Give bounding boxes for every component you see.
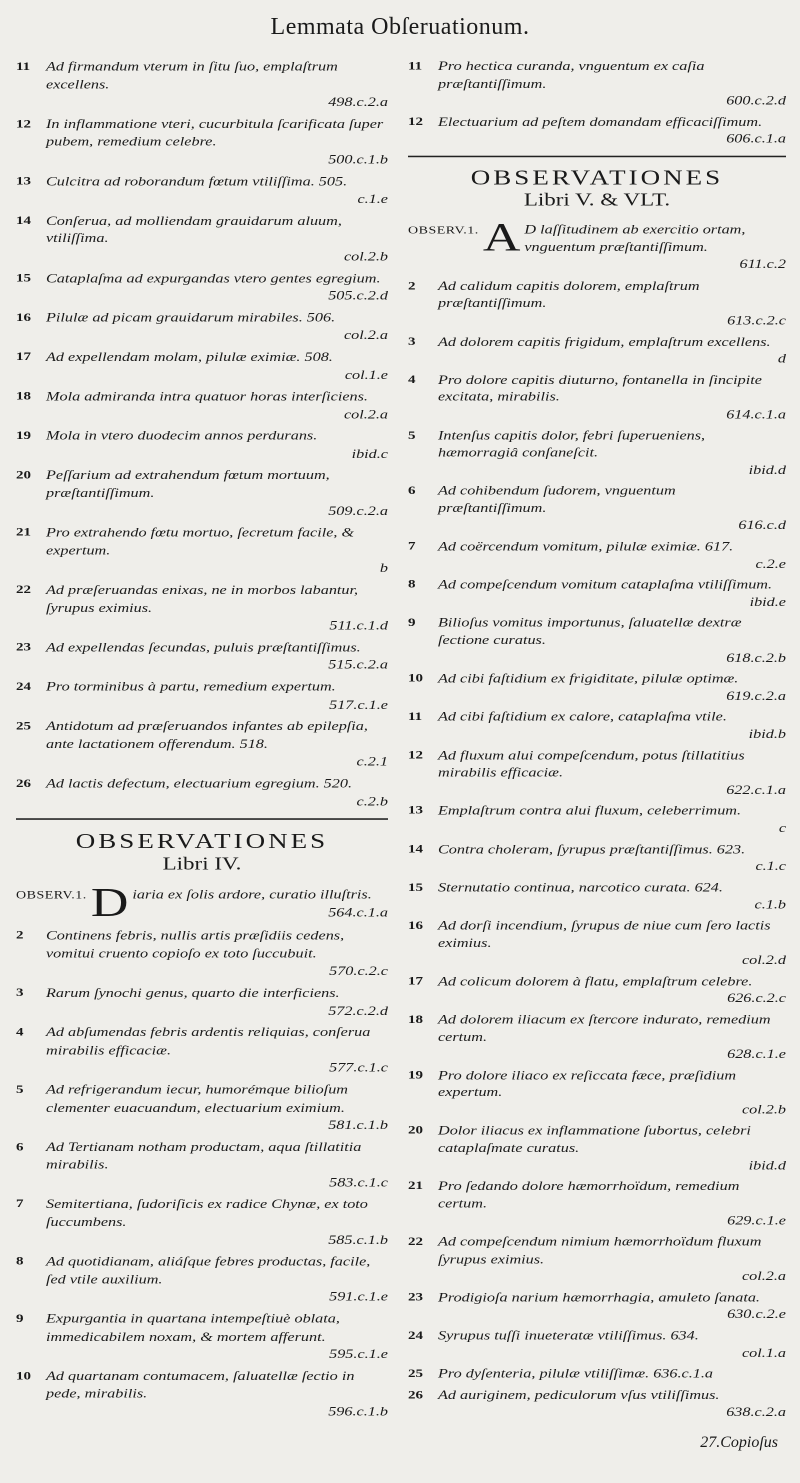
- entry-number: 19: [16, 429, 31, 443]
- entry-text: Dolor iliacus ex inflammatione ſubortus, celebri cataplaſmate curatus.: [438, 1123, 751, 1155]
- section-subtitle-book-4: Libri IV.: [162, 853, 242, 874]
- left-entries-list: [16, 58, 388, 810]
- index-entry: [408, 278, 786, 330]
- entry-reference: col.2.a: [741, 1269, 786, 1284]
- entry-reference: 622.c.1.a: [726, 782, 786, 797]
- section-title-book-4: OBSERVATIONES: [75, 829, 329, 853]
- entry-reference: c: [778, 821, 786, 836]
- entry-text: Peſſarium ad extrahendum fœtum mortuum, præſtantiſſimum.: [46, 468, 330, 501]
- entry-number: 3: [16, 986, 24, 1000]
- entry-number: 22: [408, 1235, 423, 1249]
- entry-reference: c.1.c: [755, 859, 786, 874]
- entry-text: Ad compeſcendum nimium hæmorrhoïdum fluxum ſyrupus eximius.: [438, 1235, 762, 1267]
- entry-reference: 619.c.2.a: [726, 689, 786, 703]
- entry-number: 19: [408, 1069, 423, 1082]
- entry-number: 24: [16, 680, 31, 694]
- entry-text: Ad lactis defectum, electuarium egregium. 520.: [46, 776, 352, 791]
- entry-number: 9: [16, 1312, 24, 1326]
- index-entry: [16, 718, 388, 771]
- index-entry: [408, 427, 786, 479]
- entry-number: 3: [408, 335, 416, 348]
- index-entry: [16, 309, 388, 345]
- index-entry: [408, 372, 786, 424]
- entry-reference: 577.c.1.c: [329, 1060, 388, 1076]
- entry-reference: 596.c.1.b: [328, 1404, 388, 1419]
- entry-text: Bilioſus vomitus importunus, ſaluatellæ dextræ ſectione curatus.: [438, 616, 742, 648]
- entry-number: 7: [16, 1197, 24, 1211]
- index-entry: [16, 1367, 388, 1420]
- first-observation-book-4: [16, 880, 388, 926]
- index-entry: [408, 973, 786, 1007]
- index-entry: [408, 576, 786, 610]
- entry-number: 21: [408, 1180, 423, 1193]
- entry-reference: ibid.d: [748, 1158, 786, 1173]
- entry-number: 23: [408, 1291, 423, 1304]
- index-entry: [16, 1310, 388, 1363]
- index-entry: [16, 348, 388, 384]
- right-section-entries-list: [408, 278, 786, 1422]
- observation-text: D laſſitudinem ab exercitio ortam, vnguentum præſtantiſſimum.: [524, 222, 746, 254]
- index-entry: [16, 639, 388, 675]
- entry-text: Prodigioſa narium hæmorrhagia, amuleto ſanata.: [438, 1290, 760, 1305]
- entry-text: Ad dorſi incendium, ſyrupus de niue cum ſero lactis eximius.: [438, 918, 771, 950]
- entry-number: 20: [408, 1124, 423, 1137]
- entry-reference: 626.c.2.c: [727, 991, 786, 1006]
- index-entry: [408, 483, 786, 535]
- entry-text: Ad firmandum vterum in ſitu ſuo, emplaſtrum excellens.: [46, 59, 338, 92]
- entry-number: 2: [16, 929, 24, 942]
- entry-number: 24: [408, 1329, 423, 1342]
- entry-reference: 517.c.1.e: [329, 697, 388, 712]
- entry-reference: 583.c.1.c: [329, 1175, 388, 1190]
- entry-number: 10: [16, 1369, 31, 1383]
- entry-text: Ad dolorem capitis frigidum, emplaſtrum excellens.: [438, 334, 771, 349]
- entry-text: Expurgantia in quartana intempeſtiuè oblata, immedicabilem noxam, & mortem afferunt.: [46, 1311, 340, 1344]
- entry-reference: 591.c.1.e: [329, 1289, 388, 1305]
- entry-number: 21: [16, 526, 31, 540]
- entry-reference: 509.c.2.a: [328, 503, 388, 519]
- entry-text: Ad cohibendum ſudorem, vnguentum præſtantiſſimum.: [438, 484, 676, 516]
- section-subtitle-book-5: Libri V. & VLT.: [523, 190, 671, 210]
- entry-number: 17: [16, 350, 31, 364]
- entry-text: Pro torminibus à partu, remedium expertum.: [46, 679, 336, 694]
- entry-text: Continens febris, nullis artis præſidiis cedens, vomitui cruento copioſo ex toto ſuccubuit.: [46, 928, 345, 961]
- index-entry: [16, 775, 388, 811]
- index-entry: [16, 1138, 388, 1191]
- entry-number: 5: [408, 429, 416, 442]
- entry-number: 5: [16, 1083, 24, 1096]
- index-entry: [16, 1024, 388, 1077]
- index-entry: [408, 1178, 786, 1230]
- entry-number: 14: [16, 214, 31, 228]
- index-entry: [408, 1366, 786, 1383]
- index-entry: [408, 670, 786, 704]
- entry-reference: 570.c.2.c: [329, 964, 388, 979]
- entry-reference: 638.c.2.a: [726, 1405, 786, 1420]
- entry-reference: 585.c.1.b: [328, 1232, 388, 1247]
- entry-text: Mola admiranda intra quatuor horas interſiciens.: [46, 389, 368, 404]
- entry-reference: 618.c.2.b: [726, 650, 786, 665]
- entry-number: 16: [408, 919, 423, 932]
- entry-text: Pro dolore capitis diuturno, fontanella in ſincipite excitata, mirabilis.: [438, 373, 762, 405]
- entry-text: Ad quotidianam, aliáſque febres productas, facile, ſed vtile auxilium.: [46, 1254, 371, 1287]
- entry-reference: col.2.a: [343, 328, 388, 343]
- index-entry: [408, 1289, 786, 1323]
- index-entry: [408, 114, 786, 148]
- drop-cap: A: [482, 215, 521, 260]
- entry-text: Cataplaſma ad expurgandas vtero gentes egregium.: [46, 270, 381, 286]
- entry-number: 15: [408, 881, 423, 894]
- entry-reference: ibid.b: [748, 727, 786, 742]
- entry-text: Ad cibi faſtidium ex calore, cataplaſma vtile.: [438, 710, 727, 724]
- section-title-book-5: OBSERVATIONES: [470, 166, 724, 190]
- entry-reference: c.2.e: [755, 556, 786, 571]
- entry-number: 2: [408, 279, 416, 293]
- entry-text: Ad coërcendum vomitum, pilulæ eximiæ. 617.: [438, 539, 734, 554]
- entry-reference: col.2.b: [343, 249, 388, 264]
- index-entry: [408, 747, 786, 799]
- first-observation-book-5: [408, 215, 786, 273]
- entry-text: Ad cibi faſtidium ex frigiditate, pilulæ optimæ.: [438, 671, 739, 686]
- index-entry: [16, 1081, 388, 1134]
- entry-text: Emplaſtrum contra alui fluxum, celeberrimum.: [438, 804, 742, 818]
- index-entry: [16, 467, 388, 520]
- index-entry: [408, 1387, 786, 1421]
- entry-number: 23: [16, 641, 31, 654]
- index-entry: [408, 879, 786, 913]
- entry-text: Ad præſeruandas enixas, ne in morbos labantur, ſyrupus eximius.: [46, 582, 359, 615]
- entry-text: Ad refrigerandum iecur, humorémque bilioſum clementer euacuandum, electuarium eximium.: [46, 1082, 348, 1115]
- index-entry: [408, 1327, 786, 1361]
- entry-number: 12: [408, 749, 423, 762]
- entry-text: Ad expellendam molam, pilulæ eximiæ. 508.: [46, 349, 333, 365]
- entry-number: 11: [408, 710, 423, 724]
- entry-number: 25: [16, 720, 31, 733]
- index-entry: [16, 115, 388, 168]
- entry-number: 12: [408, 115, 423, 129]
- section-divider: [16, 818, 388, 820]
- entry-text: Pro dolore iliaco ex reſiccata fæce, præſidium expertum.: [438, 1068, 737, 1100]
- entry-number: 26: [16, 777, 31, 790]
- entry-reference: 572.c.2.d: [328, 1003, 388, 1018]
- entry-number: 26: [408, 1389, 423, 1402]
- entry-text: Syrupus tuſſi inueteratæ vtiliſſimus. 634.: [438, 1328, 699, 1343]
- entry-number: 16: [16, 311, 31, 324]
- entry-reference: 498.c.2.a: [328, 95, 388, 110]
- entry-reference: 616.c.d: [738, 518, 786, 533]
- entry-reference: col.2.a: [343, 407, 388, 422]
- entry-reference: ibid.c: [351, 446, 388, 461]
- right-column: [408, 58, 786, 1425]
- entry-number: 8: [408, 578, 416, 591]
- index-entry: [408, 1011, 786, 1063]
- index-entry: [408, 709, 786, 743]
- entry-number: 4: [16, 1026, 24, 1039]
- index-entry: [16, 58, 388, 111]
- index-entry: [16, 427, 388, 463]
- index-entry: [16, 1196, 388, 1249]
- entry-number: 22: [16, 583, 31, 597]
- entry-reference: 614.c.1.a: [726, 407, 786, 422]
- entry-reference: 511.c.1.d: [329, 618, 388, 633]
- index-entry: [16, 927, 388, 980]
- drop-cap: D: [90, 880, 129, 926]
- entry-number: 8: [16, 1255, 24, 1268]
- entry-text: Pro extrahendo fœtu mortuo, ſecretum facile, & expertum.: [46, 525, 355, 558]
- entry-text: Ad Tertianam notham productam, aqua ſtillatitia mirabilis.: [46, 1139, 362, 1172]
- entry-reference: 500.c.1.b: [328, 152, 388, 167]
- entry-reference: c.1.e: [357, 191, 388, 207]
- index-entry: [408, 615, 786, 667]
- entry-number: 7: [408, 540, 416, 553]
- entry-text: Contra choleram, ſyrupus præſtantiſſimus. 623.: [438, 842, 746, 857]
- entry-number: 15: [16, 271, 31, 285]
- entry-text: Ad fluxum alui compeſcendum, potus ſtillatitius mirabilis efficaciæ.: [438, 748, 745, 780]
- entry-reference: b: [379, 561, 388, 576]
- entry-reference: ibid.d: [748, 463, 786, 477]
- entry-text: Semitertiana, ſudoriſicis ex radice Chynæ, ex toto ſuccumbens.: [46, 1197, 368, 1230]
- entry-reference: col.1.e: [344, 367, 388, 382]
- entry-number: 20: [16, 469, 31, 482]
- entry-text: Pro ſedando dolore hæmorrhoïdum, remedium certum.: [438, 1179, 740, 1211]
- entry-text: Ad compeſcendum vomitum cataplaſma vtiliſſimum.: [438, 577, 773, 592]
- index-entry: [16, 524, 388, 577]
- entry-text: Ad expellendas ſecundas, puluis præſtantiſſimus.: [46, 640, 361, 655]
- entry-number: 13: [16, 174, 31, 188]
- entry-reference: 505.c.2.d: [328, 288, 388, 303]
- entry-reference: 613.c.2.c: [727, 313, 786, 328]
- entry-text: Pro hectica curanda, vnguentum ex caſia præſtantiſſimum.: [438, 59, 705, 91]
- observation-label: OBSERV.1.: [16, 889, 87, 902]
- observation-text: iaria ex ſolis ardore, curatio illuſtris.: [132, 887, 372, 902]
- entry-text: Pro dyſenteria, pilulæ vtiliſſimæ. 636.c.1.a: [438, 1367, 714, 1381]
- entry-reference: 515.c.2.a: [328, 658, 388, 673]
- entry-reference: 600.c.2.d: [726, 94, 786, 108]
- entry-text: Ad auriginem, pediculorum vſus vtiliſſimus.: [438, 1388, 720, 1403]
- entry-number: 17: [408, 975, 423, 988]
- observation-ref: 564.c.1.a: [328, 905, 388, 920]
- index-entry: [408, 1122, 786, 1174]
- right-entries-list: [408, 58, 786, 148]
- index-entry: [408, 58, 786, 110]
- entry-text: Ad abſumendas febris ardentis reliquias, conſerua mirabilis efficaciæ.: [46, 1025, 371, 1058]
- entry-number: 13: [408, 804, 423, 818]
- index-entry: [16, 678, 388, 714]
- index-entry: [408, 803, 786, 837]
- entry-reference: col.2.b: [741, 1102, 786, 1117]
- entry-number: 14: [408, 843, 423, 856]
- entry-number: 6: [16, 1140, 24, 1154]
- index-entry: [408, 1234, 786, 1286]
- entry-reference: 629.c.1.e: [727, 1213, 786, 1228]
- entry-reference: 595.c.1.e: [329, 1347, 388, 1362]
- entry-reference: d: [777, 351, 786, 366]
- entry-text: Pilulæ ad picam grauidarum mirabiles. 506.: [46, 310, 336, 325]
- entry-text: Antidotum ad præſeruandos infantes ab epilepſia, ante lactationem offerendum. 518.: [46, 719, 368, 752]
- page-header: Lemmata Obſeruationum.: [270, 14, 530, 40]
- entry-number: 25: [408, 1367, 423, 1381]
- entry-number: 12: [16, 117, 31, 131]
- entry-reference: c.1.b: [754, 897, 786, 912]
- entry-reference: c.2.1: [356, 754, 388, 769]
- entry-number: 10: [408, 672, 423, 685]
- entry-text: Rarum ſynochi genus, quarto die interficiens.: [46, 985, 340, 1000]
- section-divider: [408, 156, 786, 158]
- entry-text: Ad dolorem iliacum ex ſtercore indurato, remedium certum.: [438, 1012, 771, 1044]
- entry-reference: ibid.e: [749, 595, 786, 609]
- catchword: 27.Copioſus: [700, 1434, 778, 1451]
- index-entry: [16, 388, 388, 424]
- entry-text: Conſerua, ad molliendam grauidarum aluum, vtiliſſima.: [46, 213, 342, 246]
- index-entry: [408, 538, 786, 572]
- index-entry: [16, 1253, 388, 1306]
- entry-reference: 630.c.2.e: [727, 1307, 786, 1322]
- observation-ref: 611.c.2: [739, 257, 786, 272]
- entry-number: 9: [408, 617, 416, 630]
- entry-text: Ad quartanam contumacem, ſaluatellæ ſectio in pede, mirabilis.: [46, 1368, 355, 1401]
- entry-reference: col.1.a: [741, 1346, 786, 1360]
- index-entry: [16, 212, 388, 265]
- entry-reference: 581.c.1.b: [328, 1118, 388, 1133]
- entry-reference: 628.c.1.e: [727, 1047, 786, 1062]
- entry-text: Ad calidum capitis dolorem, emplaſtrum præſtantiſſimum.: [438, 279, 700, 311]
- left-section-entries-list: [16, 927, 388, 1421]
- index-entry: [16, 581, 388, 634]
- entry-text: In inflammatione vteri, cucurbitula ſcarificata ſuper pubem, remedium celebre.: [46, 116, 384, 149]
- index-entry: [408, 841, 786, 875]
- entry-number: 11: [408, 60, 423, 73]
- entry-text: Electuarium ad peſtem domandam efficaciſſimum.: [438, 115, 763, 129]
- index-entry: [408, 917, 786, 969]
- left-column: [16, 58, 388, 1425]
- entry-reference: 606.c.1.a: [726, 132, 786, 147]
- entry-text: Sternutatio continua, narcotico curata. 624.: [438, 880, 723, 895]
- entry-number: 6: [408, 484, 416, 498]
- entry-number: 18: [408, 1013, 423, 1026]
- entry-reference: c.2.b: [356, 794, 388, 809]
- entry-number: 18: [16, 390, 31, 403]
- index-entry: [408, 333, 786, 367]
- entry-reference: col.2.d: [741, 953, 786, 968]
- index-entry: [408, 1067, 786, 1119]
- entry-text: Mola in vtero duodecim annos perdurans.: [46, 428, 318, 444]
- entry-text: Culcitra ad roborandum fœtum vtiliſſima. 505.: [46, 174, 348, 189]
- index-entry: [16, 984, 388, 1020]
- entry-number: 11: [16, 60, 31, 73]
- entry-text: Ad colicum dolorem à flatu, emplaſtrum celebre.: [438, 974, 753, 989]
- entry-text: Intenſus capitis dolor, febri ſuperueniens, hæmorragiâ conſaneſcit.: [438, 428, 706, 460]
- entry-number: 4: [408, 373, 416, 387]
- index-entry: [16, 269, 388, 305]
- index-entry: [16, 173, 388, 209]
- observation-label: OBSERV.1.: [408, 225, 479, 237]
